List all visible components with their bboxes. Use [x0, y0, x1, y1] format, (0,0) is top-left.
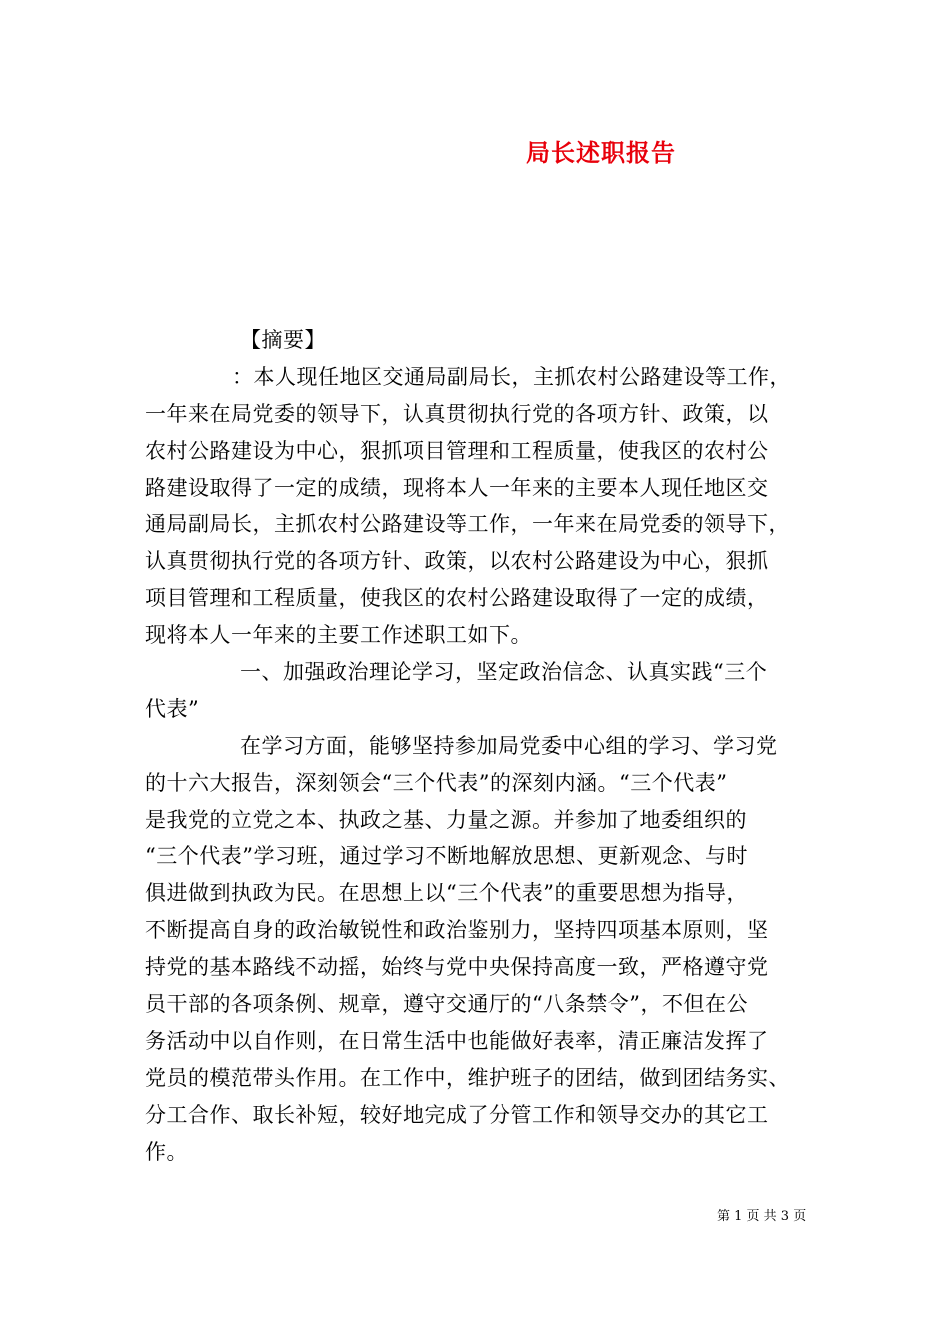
text-line: ：本人现任地区交通局副局长，主抓农村公路建设等工作， [232, 364, 791, 389]
text-line: 现将本人一年来的主要工作述职工如下。 [145, 623, 532, 648]
document-title: 局长述职报告 [526, 138, 676, 167]
text-line: 持党的基本路线不动摇，始终与党中央保持高度一致，严格遵守党 [145, 955, 769, 980]
section-heading-line: 代表” [145, 696, 200, 721]
text-line: 分工合作、取长补短，较好地完成了分管工作和领导交办的其它工 [145, 1102, 769, 1127]
page-number: 第 1 页 共 3 页 [717, 1209, 807, 1224]
text-line: 俱进做到执政为民。在思想上以“三个代表”的重要思想为指导， [145, 881, 748, 906]
text-line: 的十六大报告，深刻领会“三个代表”的深刻内涵。“三个代表” [145, 770, 728, 795]
text-line: 一年来在局党委的领导下，认真贯彻执行党的各项方针、政策，以 [145, 401, 769, 426]
text-line: 项目管理和工程质量，使我区的农村公路建设取得了一定的成绩， [145, 586, 769, 611]
text-line: 党员的模范带头作用。在工作中，维护班子的团结，做到团结务实、 [145, 1065, 790, 1090]
text-line: 农村公路建设为中心，狠抓项目管理和工程质量，使我区的农村公 [145, 438, 769, 463]
text-line: 通局副局长，主抓农村公路建设等工作，一年来在局党委的领导下， [145, 512, 790, 537]
text-line: 是我党的立党之本、执政之基、力量之源。并参加了地委组织的 [145, 807, 747, 832]
document-body [145, 322, 825, 1170]
section-heading-line: 一、加强政治理论学习，坚定政治信念、认真实践“三个 [240, 660, 768, 685]
text-line: 作。 [145, 1139, 188, 1164]
text-line: 务活动中以自作则，在日常生活中也能做好表率，清正廉洁发挥了 [145, 1028, 769, 1053]
text-line: 在学习方面，能够坚持参加局党委中心组的学习、学习党 [240, 733, 778, 758]
text-line: 不断提高自身的政治敏锐性和政治鉴别力，坚持四项基本原则，坚 [145, 918, 769, 943]
text-line: 认真贯彻执行党的各项方针、政策，以农村公路建设为中心，狠抓 [145, 549, 769, 574]
text-line: 路建设取得了一定的成绩，现将本人一年来的主要本人现任地区交 [145, 475, 769, 500]
text-line: 员干部的各项条例、规章，遵守交通厅的“八条禁令”，不但在公 [145, 992, 748, 1017]
text-line: “三个代表”学习班，通过学习不断地解放思想、更新观念、与时 [145, 844, 748, 869]
abstract-label: 【摘要】 [240, 328, 326, 352]
